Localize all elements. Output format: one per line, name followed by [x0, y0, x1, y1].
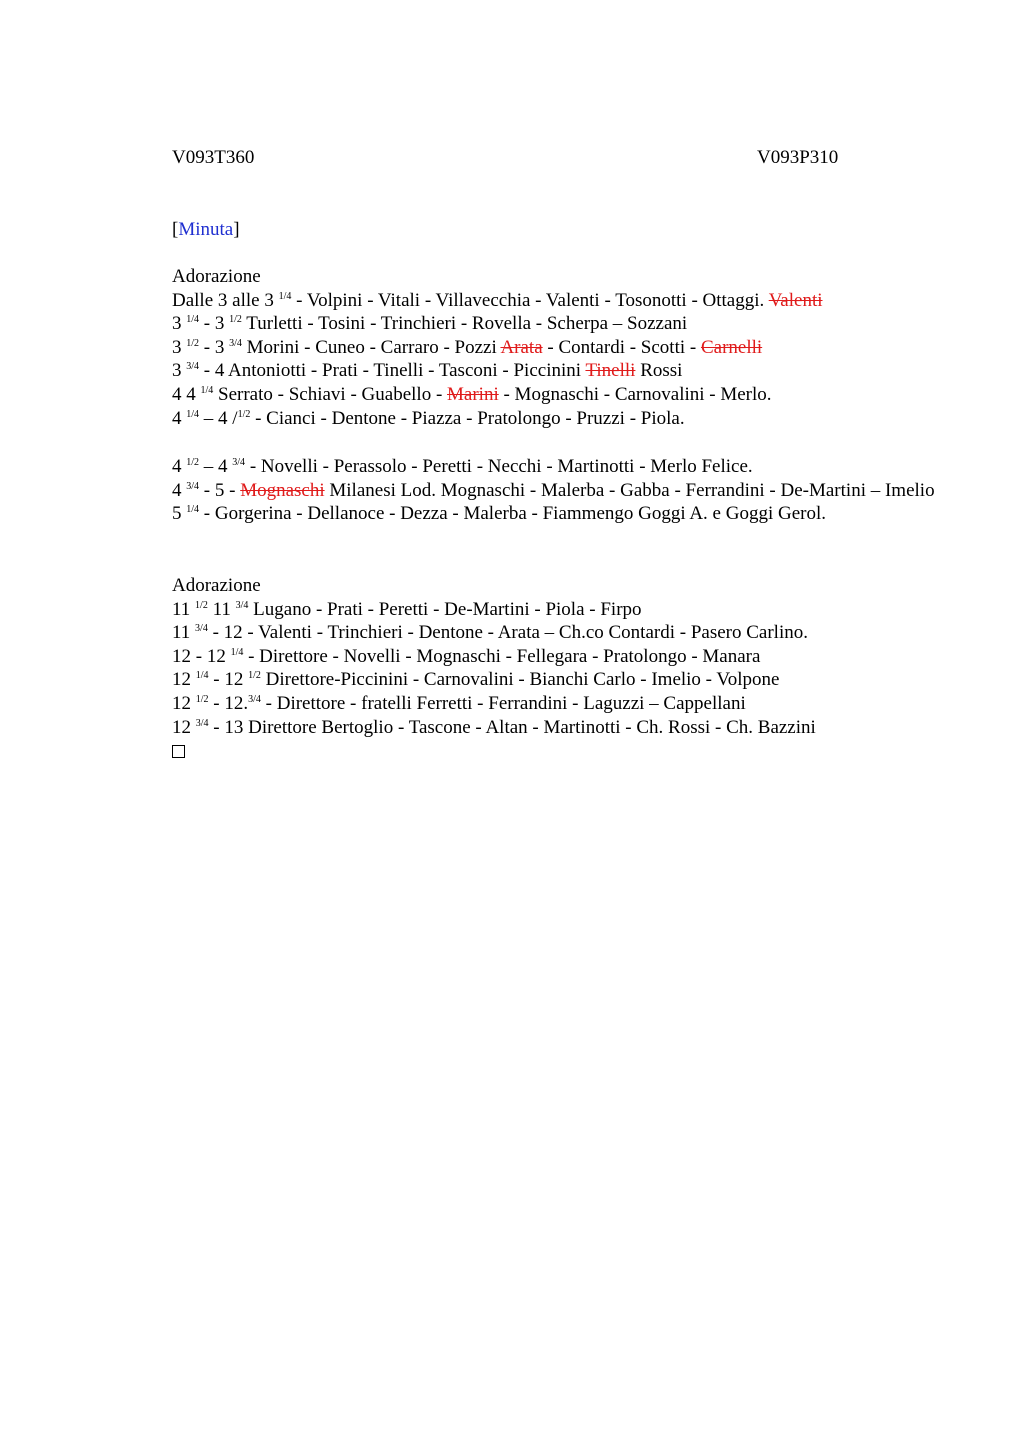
fraction-superscript: 1/4	[186, 314, 200, 326]
section-adorazione-midday	[172, 574, 942, 765]
line-text: - Volpini - Vitali - Villavecchia - Valenti - Tosonotti - Ottaggi.	[291, 289, 769, 311]
line-text: - Mognaschi - Carnovalini - Merlo.	[498, 383, 772, 405]
schedule-line	[172, 645, 942, 669]
minuta-close-bracket: ]	[233, 219, 240, 240]
line-text: - 3	[199, 313, 230, 335]
struck-out-name: Tinelli	[585, 360, 636, 382]
struck-out-name: Valenti	[768, 289, 823, 311]
fraction-superscript: 3/4	[248, 693, 261, 705]
fraction-superscript: 1/4	[195, 670, 209, 682]
line-text: - Direttore - fratelli Ferretti - Ferrandini - Laguzzi – Cappellani	[260, 692, 746, 714]
fraction-superscript: 1/2	[195, 599, 208, 611]
line-text: - Direttore - Novelli - Mognaschi - Fellegara - Pratolongo - Manara	[243, 645, 761, 667]
fraction-superscript: 1/4	[186, 504, 200, 516]
fraction-superscript: 1/2	[186, 457, 200, 468]
line-text: - 12	[208, 669, 249, 691]
fraction-superscript: 3/4	[186, 361, 200, 373]
schedule-lines	[172, 455, 942, 526]
schedule-line	[172, 621, 942, 645]
line-text: 12	[172, 669, 196, 691]
line-text: - 12 - Valenti - Trinchieri - Dentone - Arata – Ch.co Contardi - Pasero Carlino.	[207, 622, 808, 644]
fraction-superscript: 3/4	[232, 457, 246, 468]
line-text: - 3	[199, 336, 230, 358]
line-text: 4	[172, 456, 187, 477]
empty-square-icon	[172, 745, 185, 758]
schedule-line	[172, 598, 942, 622]
line-text: 11	[172, 598, 196, 620]
schedule-line	[172, 692, 942, 716]
fraction-superscript: 3/4	[235, 599, 249, 611]
line-text: – 4	[199, 456, 233, 477]
line-text: - Novelli - Perassolo - Peretti - Necchi - Martinotti - Merlo Felice.	[245, 456, 753, 477]
schedule-line	[172, 312, 942, 336]
section-title: Adorazione	[172, 266, 261, 287]
line-text: 3	[172, 313, 187, 335]
fraction-superscript: 1/4	[278, 290, 292, 302]
schedule-lines	[172, 598, 942, 740]
fraction-superscript: 1/4	[200, 384, 214, 396]
line-text: - 4 Antoniotti - Prati - Tinelli - Tasconi - Piccinini	[199, 360, 586, 382]
fraction-superscript: 1/4	[186, 408, 200, 420]
line-text: 11	[172, 622, 196, 644]
line-text: 4	[172, 407, 187, 429]
line-text: 12	[172, 716, 196, 738]
line-text: – 4 /	[199, 407, 238, 429]
line-text: Serrato - Schiavi - Guabello -	[213, 383, 448, 405]
fraction-superscript: 1/2	[248, 670, 261, 682]
section-adorazione-afternoon	[172, 265, 942, 430]
line-text: 12 - 12	[172, 645, 231, 667]
schedule-line	[172, 383, 942, 407]
line-text: - 5 -	[199, 479, 241, 501]
line-text: 12	[172, 692, 196, 714]
schedule-line	[172, 359, 942, 383]
fraction-superscript: 3/4	[229, 337, 242, 349]
schedule-line	[172, 479, 942, 503]
fraction-superscript: 3/4	[186, 480, 200, 492]
minuta-open-bracket: [	[172, 219, 179, 240]
line-text: - Contardi - Scotti -	[542, 336, 701, 358]
line-text: Rossi	[635, 360, 683, 382]
line-text: - 13 Direttore Bertoglio - Tascone - Altan - Martinotti - Ch. Rossi - Ch. Bazzini	[208, 716, 816, 738]
fraction-superscript: 3/4	[195, 623, 208, 635]
line-text: 5	[172, 503, 187, 525]
line-text: Morini - Cuneo - Carraro - Pozzi	[241, 336, 501, 358]
line-text: 11	[207, 598, 236, 620]
line-text: Lugano - Prati - Peretti - De-Martini - Piola - Firpo	[248, 598, 642, 620]
schedule-line	[172, 336, 942, 360]
schedule-line	[172, 502, 942, 526]
line-text: Direttore-Piccinini - Carnovalini - Bianchi Carlo - Imelio - Volpone	[260, 669, 780, 691]
header-left-code: V093T360	[172, 147, 255, 168]
line-text: 3	[172, 360, 187, 382]
line-text: 4 4	[172, 383, 201, 405]
minuta-link[interactable]: Minuta	[178, 219, 234, 240]
schedule-line	[172, 668, 942, 692]
line-text: - Cianci - Dentone - Piazza - Pratolongo - Pruzzi - Piola.	[250, 407, 685, 429]
fraction-superscript: 3/4	[195, 717, 209, 729]
schedule-line	[172, 716, 942, 740]
header-right-code: V093P310	[757, 147, 839, 168]
section-late-afternoon	[172, 455, 942, 526]
section-title: Adorazione	[172, 575, 261, 596]
fraction-superscript: 1/4	[230, 646, 244, 658]
fraction-superscript: 1/2	[229, 314, 242, 326]
line-text: Dalle 3 alle 3	[172, 289, 279, 311]
line-text: - Gorgerina - Dellanoce - Dezza - Malerba - Fiammengo Goggi A. e Goggi Gerol.	[199, 503, 826, 525]
struck-out-name: Carnelli	[700, 336, 763, 358]
fraction-superscript: 1/2	[186, 337, 200, 349]
struck-out-name: Marini	[447, 383, 499, 405]
line-text: Milanesi Lod. Mognaschi - Malerba - Gabba - Ferrandini - De-Martini – Imelio	[324, 479, 935, 501]
line-text: 3	[172, 336, 187, 358]
schedule-line	[172, 289, 942, 313]
struck-out-name: Arata	[500, 336, 543, 358]
schedule-line	[172, 407, 942, 431]
schedule-line	[172, 455, 942, 479]
fraction-superscript: 1/2	[237, 408, 251, 420]
line-text: Turletti - Tosini - Trinchieri - Rovella - Scherpa – Sozzani	[241, 313, 688, 335]
fraction-superscript: 1/2	[195, 693, 209, 705]
struck-out-name: Mognaschi	[240, 479, 325, 501]
minuta-label	[172, 218, 240, 242]
line-text: - 12.	[208, 692, 249, 714]
schedule-lines	[172, 289, 942, 431]
line-text: 4	[172, 479, 187, 501]
